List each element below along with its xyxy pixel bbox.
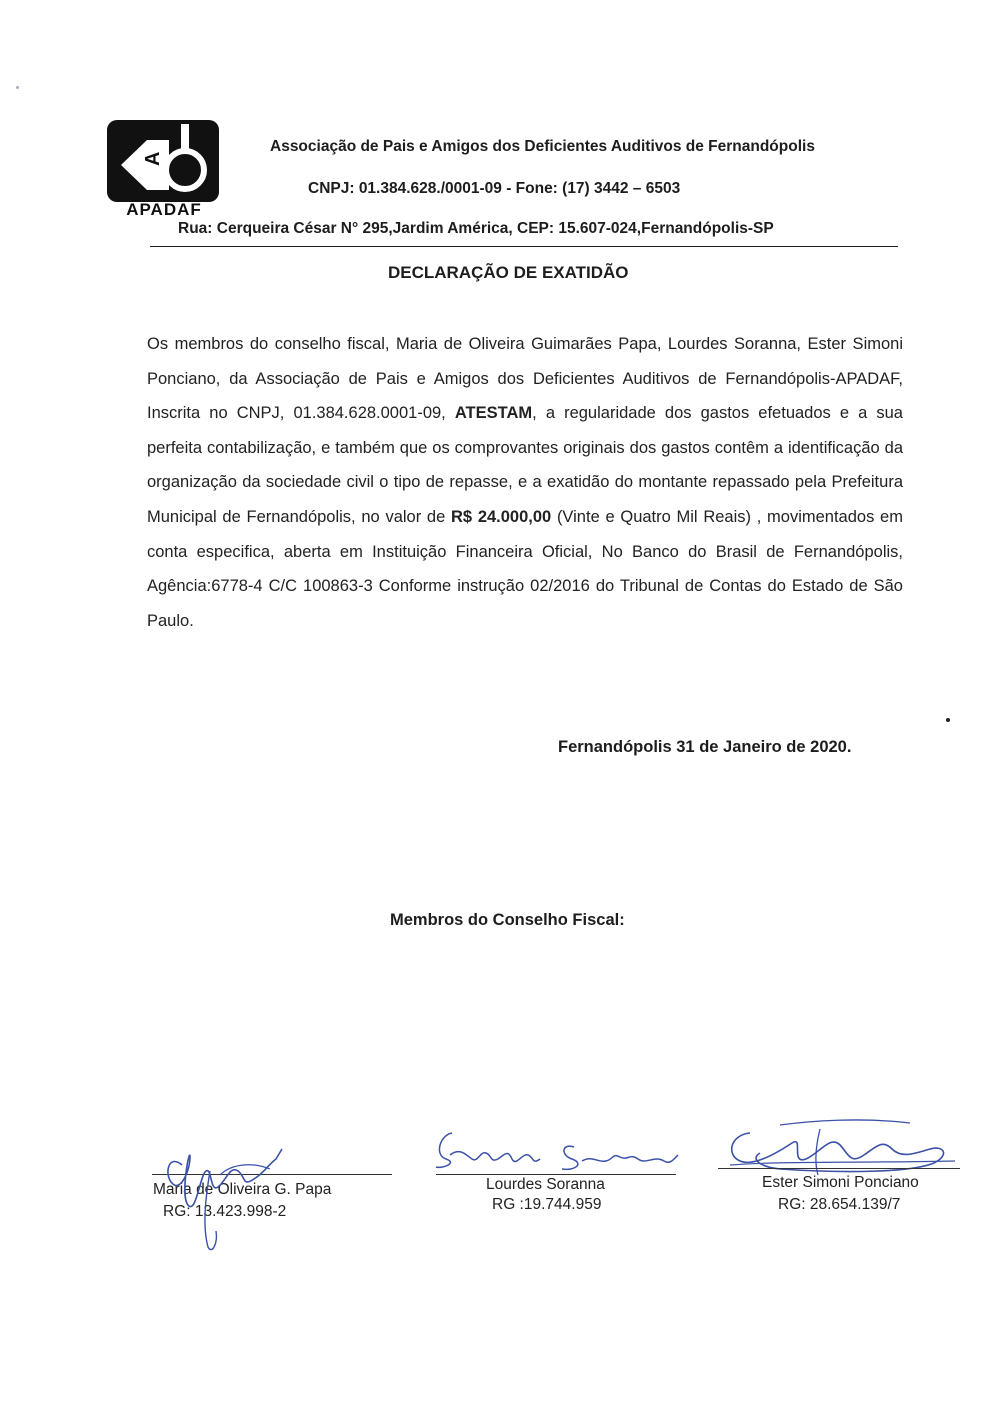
declaration-paragraph [147, 327, 903, 638]
handwritten-signature-2 [432, 1125, 682, 1180]
members-heading: Membros do Conselho Fiscal: [390, 911, 625, 929]
signature-line-3 [718, 1168, 960, 1169]
logo-letter: A [142, 151, 164, 166]
address-line: Rua: Cerqueira César N° 295,Jardim América, CEP: 15.607-024,Fernandópolis-SP [178, 220, 774, 237]
signatory-rg-2: RG :19.744.959 [492, 1196, 602, 1213]
logo-text: APADAF [126, 200, 202, 219]
document-date: Fernandópolis 31 de Janeiro de 2020. [558, 738, 852, 756]
signature-line-2 [436, 1174, 676, 1175]
header-divider [150, 246, 898, 247]
document-title: DECLARAÇÃO DE EXATIDÃO [388, 263, 629, 282]
signatory-name-1: Maria de Oliveira G. Papa [153, 1181, 332, 1198]
signatory-name-2: Lourdes Soranna [486, 1176, 605, 1193]
scan-speck [16, 86, 19, 89]
association-name: Associação de Pais e Amigos dos Deficientes Auditivos de Fernandópolis [270, 138, 815, 155]
body-bold-atestam: ATESTAM [454, 404, 533, 423]
cnpj-phone-line: CNPJ: 01.384.628./0001-09 - Fone: (17) 3442 – 6503 [308, 180, 681, 197]
body-text-1: Os membros do conselho fiscal, Maria de Oliveira Guimarães Papa, Lourdes Soranna, Ester Simoni Ponciano, da Associação de Pais e Amigos dos Deficientes Auditivos de Fernandópolis-APADAF, Inscrita no CNPJ, 01.384.628.0001-09, [147, 335, 903, 423]
body-text-2: , a regularidade dos gastos efetuados e a sua perfeita contabilização, e também que os comprovantes originais dos gastos contêm a identificação da organização da sociedade civil o tipo de repasse, e a exatidão do montante repassado pela Prefeitura Municipal de Fernandópolis, no valor de [147, 404, 903, 526]
signature-line-1 [152, 1174, 392, 1175]
signatory-rg-3: RG: 28.654.139/7 [778, 1196, 901, 1213]
body-bold-amount: R$ 24.000,00 [451, 507, 552, 526]
signatory-name-3: Ester Simoni Ponciano [762, 1174, 919, 1191]
signatory-rg-1: RG: 13.423.998-2 [163, 1203, 287, 1220]
body-text-3: (Vinte e Quatro Mil Reais) , movimentados em conta especifica, aberta em Instituição Financeira Oficial, No Banco do Brasil de Fernandópolis, Agência:6778-4 C/C 100863-3 Conforme instrução 02/2016 do Tribunal de Contas do Estado de São Paulo. [147, 507, 903, 630]
scan-speck [946, 718, 950, 722]
